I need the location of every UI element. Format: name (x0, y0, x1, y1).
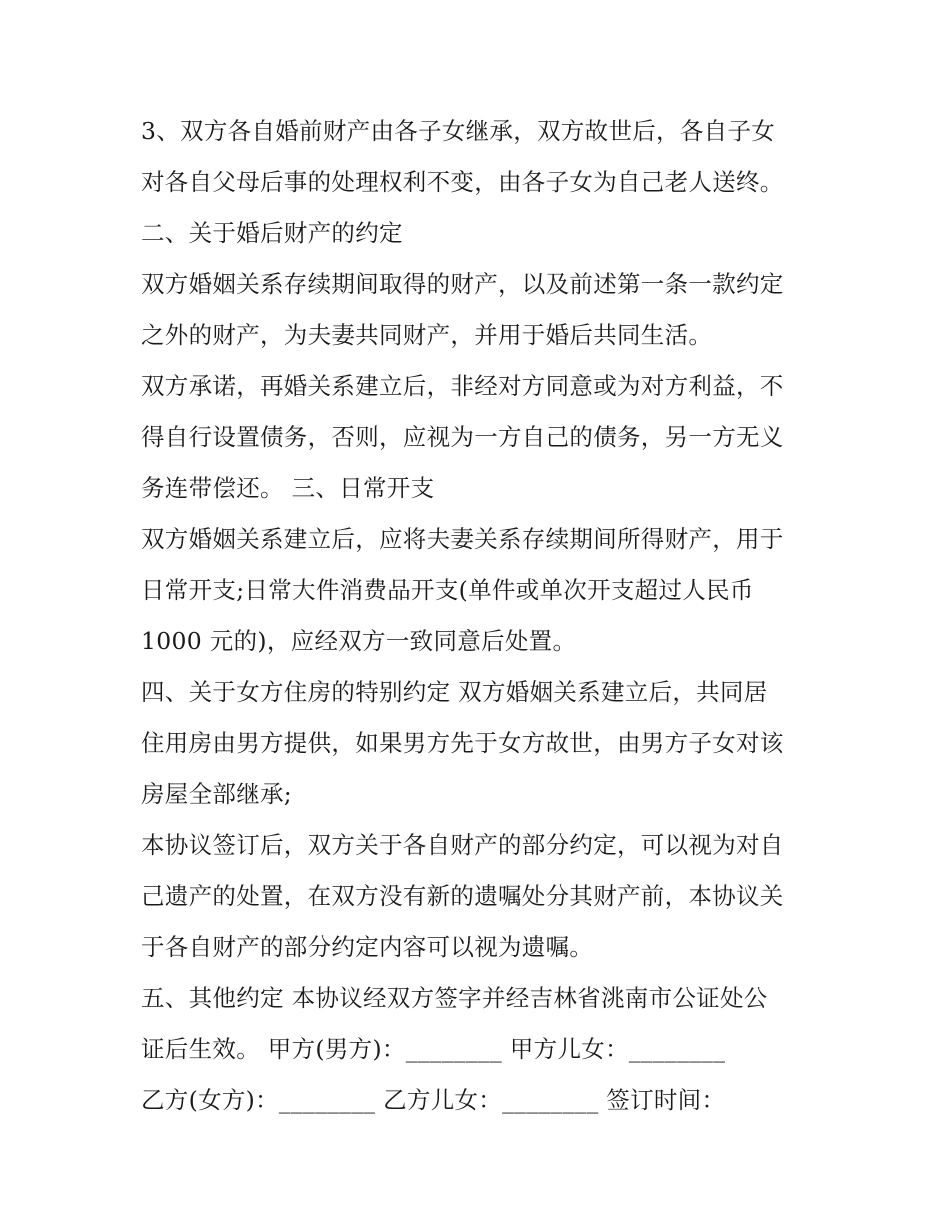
text-line: 住用房由男方提供，如果男方先于女方故世，由男方子女对该 (141, 729, 784, 757)
text-line: 得自行设置债务，否则，应视为一方自己的债务，另一方无义 (141, 423, 784, 451)
text-line: 四、关于女方住房的特别约定 双方婚姻关系建立后，共同居 (141, 678, 768, 706)
text-line: 双方承诺，再婚关系建立后，非经对方同意或为对方利益，不 (141, 372, 784, 400)
text-line: 双方婚姻关系建立后，应将夫妻关系存续期间所得财产，用于 (141, 525, 784, 553)
text-line: 本协议签订后，双方关于各自财产的部分约定，可以视为对自 (141, 831, 784, 859)
text-line: 双方婚姻关系存续期间取得的财产，以及前述第一条一款约定 (141, 270, 784, 298)
text-line: 房屋全部继承; (141, 780, 293, 808)
text-line: 己遗产的处置，在双方没有新的遗嘱处分其财产前，本协议关 (141, 882, 784, 910)
text-line: 务连带偿还。 三、日常开支 (141, 474, 435, 502)
text-line: 于各自财产的部分约定内容可以视为遗嘱。 (141, 933, 594, 961)
section-heading: 二、关于婚后财产的约定 (141, 219, 403, 247)
signature-line: 证后生效。 甲方(男方)：________ 甲方儿女：________ (141, 1035, 726, 1063)
text-line: 3、双方各自婚前财产由各子女继承，双方故世后，各自子女 (141, 117, 776, 145)
text-line: 1000 元的)，应经双方一致同意后处置。 (141, 627, 577, 655)
text-line: 五、其他约定 本协议经双方签字并经吉林省洮南市公证处公 (141, 984, 768, 1012)
document-body (141, 106, 821, 1126)
text-line: 日常开支;日常大件消费品开支(单件或单次开支超过人民币 (141, 576, 754, 604)
signature-line: 乙方(女方)：________ 乙方儿女：________ 签订时间： (141, 1086, 726, 1114)
text-line: 之外的财产，为夫妻共同财产，并用于婚后共同生活。 (141, 321, 713, 349)
text-line: 对各自父母后事的处理权利不变，由各子女为自己老人送终。 (141, 168, 784, 196)
